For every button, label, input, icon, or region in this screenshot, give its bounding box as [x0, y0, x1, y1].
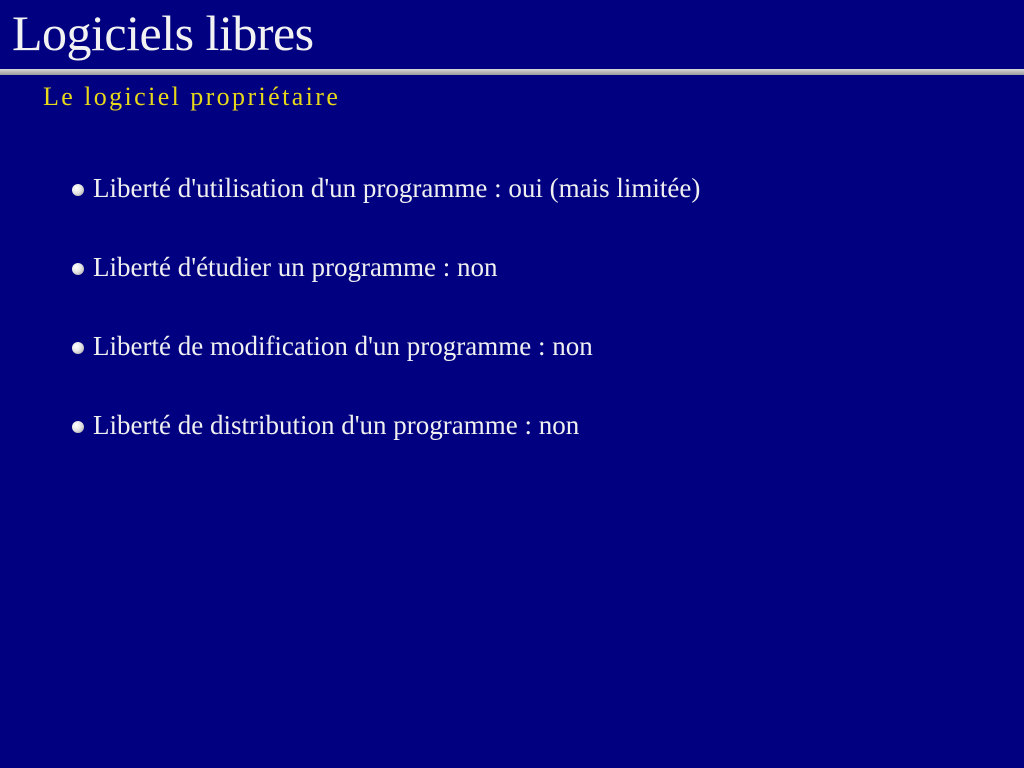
bullet-item-study — [72, 247, 700, 326]
title-divider — [0, 69, 1024, 75]
bullet-dot-icon — [72, 184, 84, 196]
bullet-text: Liberté d'utilisation d'un programme : oui (mais limitée) — [93, 173, 701, 203]
bullet-text: Liberté de modification d'un programme : non — [93, 331, 593, 361]
bullet-dot-icon — [72, 263, 84, 275]
bullet-list — [72, 168, 700, 484]
bullet-dot-icon — [72, 421, 84, 433]
bullet-dot-icon — [72, 342, 84, 354]
bullet-text: Liberté de distribution d'un programme : non — [93, 410, 580, 440]
bullet-text: Liberté d'étudier un programme : non — [93, 252, 498, 282]
slide-title: Logiciels libres — [12, 5, 314, 61]
slide-subtitle: Le logiciel propriétaire — [43, 82, 341, 111]
bullet-item-modification — [72, 326, 700, 405]
bullet-item-distribution — [72, 405, 700, 484]
bullet-item-usage — [72, 168, 700, 247]
